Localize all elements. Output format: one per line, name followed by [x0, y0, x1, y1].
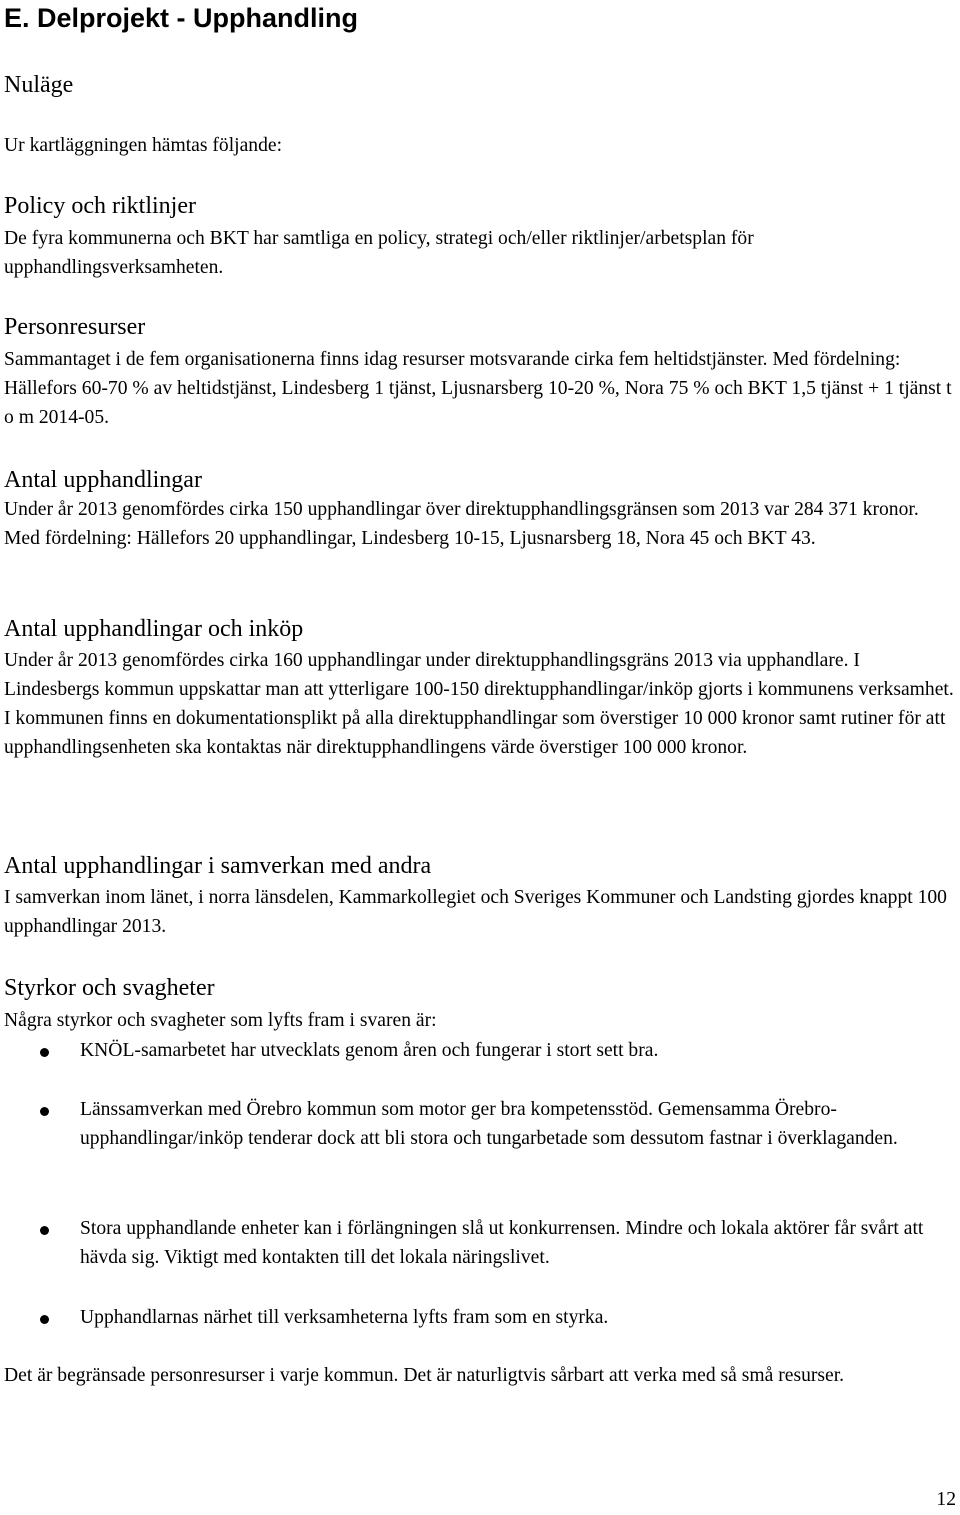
heading-personresurser: Personresurser — [4, 314, 146, 340]
policy-text: De fyra kommunerna och BKT har samtliga en policy, strategi och/eller riktlinjer/arbetsplan för upphandlingsverksamheten. — [4, 228, 754, 278]
antal-inkop-text: Under år 2013 genomfördes cirka 160 upphandlingar under direktupphandlingsgräns 2013 via upphandlare. I Lindesbergs kommun uppskattar man att ytterligare 100-150 direktupphandlingar/inköp gjorts i kommunens verksamhet. I kommunen finns en dokumentationsplikt på alla direktupphandlingar som överstiger 10 000 kronor samt rutiner för att upphandlingsenheten ska kontaktas när direktupphandlingens värde överstiger 100 000 kronor. — [4, 650, 954, 758]
heading-antal-inkop: Antal upphandlingar och inköp — [4, 616, 304, 642]
heading-samverkan: Antal upphandlingar i samverkan med andra — [4, 853, 432, 879]
heading-nulage: Nuläge — [4, 72, 74, 98]
page-title: E. Delprojekt - Upphandling — [4, 3, 359, 33]
heading-antal-upphandlingar: Antal upphandlingar — [4, 467, 202, 493]
list-item-text: Länssamverkan med Örebro kommun som motor ger bra kompetensstöd. Gemensamma Örebro-upphandlingar/inköp tenderar dock att bli stora och tungarbetade som dessutom fastnar i överklaganden. — [80, 1099, 898, 1149]
page-number: 12 — [936, 1489, 956, 1510]
closing-text: Det är begränsade personresurser i varje kommun. Det är naturligtvis sårbart att verka med så små resurser. — [4, 1365, 845, 1386]
list-item-text: Stora upphandlande enheter kan i förlängningen slå ut konkurrensen. Mindre och lokala aktörer får svårt att hävda sig. Viktigt med kontakten till det lokala näringslivet. — [80, 1218, 924, 1268]
bullet-icon — [40, 1107, 49, 1116]
intro-text: Ur kartläggningen hämtas följande: — [4, 135, 283, 156]
heading-policy: Policy och riktlinjer — [4, 193, 196, 219]
bullet-icon — [40, 1048, 49, 1057]
personresurser-text: Sammantaget i de fem organisationerna finns idag resurser motsvarande cirka fem heltidstjänster. Med fördelning: Hällefors 60-70 % av heltidstjänst, Lindesberg 1 tjänst, Ljusnarsberg 10-20 %, Nora 75 % och BKT 1,5 tjänst + 1 tjänst t o m 2014-05. — [4, 349, 952, 428]
heading-styrkor: Styrkor och svagheter — [4, 975, 215, 1001]
styrkor-intro: Några styrkor och svagheter som lyfts fram i svaren är: — [4, 1010, 437, 1031]
bullet-icon — [40, 1226, 49, 1235]
list-item-text: Upphandlarnas närhet till verksamheterna lyfts fram som en styrka. — [80, 1307, 609, 1328]
bullet-icon — [40, 1315, 49, 1324]
samverkan-text: I samverkan inom länet, i norra länsdelen, Kammarkollegiet och Sveriges Kommuner och Landsting gjordes knappt 100 upphandlingar 2013. — [4, 887, 947, 937]
antal-upphandlingar-text: Under år 2013 genomfördes cirka 150 upphandlingar över direktupphandlingsgränsen som 2013 var 284 371 kronor. Med fördelning: Hällefors 20 upphandlingar, Lindesberg 10-15, Ljusnarsberg 18, Nora 45 och BKT 43. — [4, 499, 919, 549]
list-item-text: KNÖL-samarbetet har utvecklats genom åren och fungerar i stort sett bra. — [80, 1040, 659, 1061]
